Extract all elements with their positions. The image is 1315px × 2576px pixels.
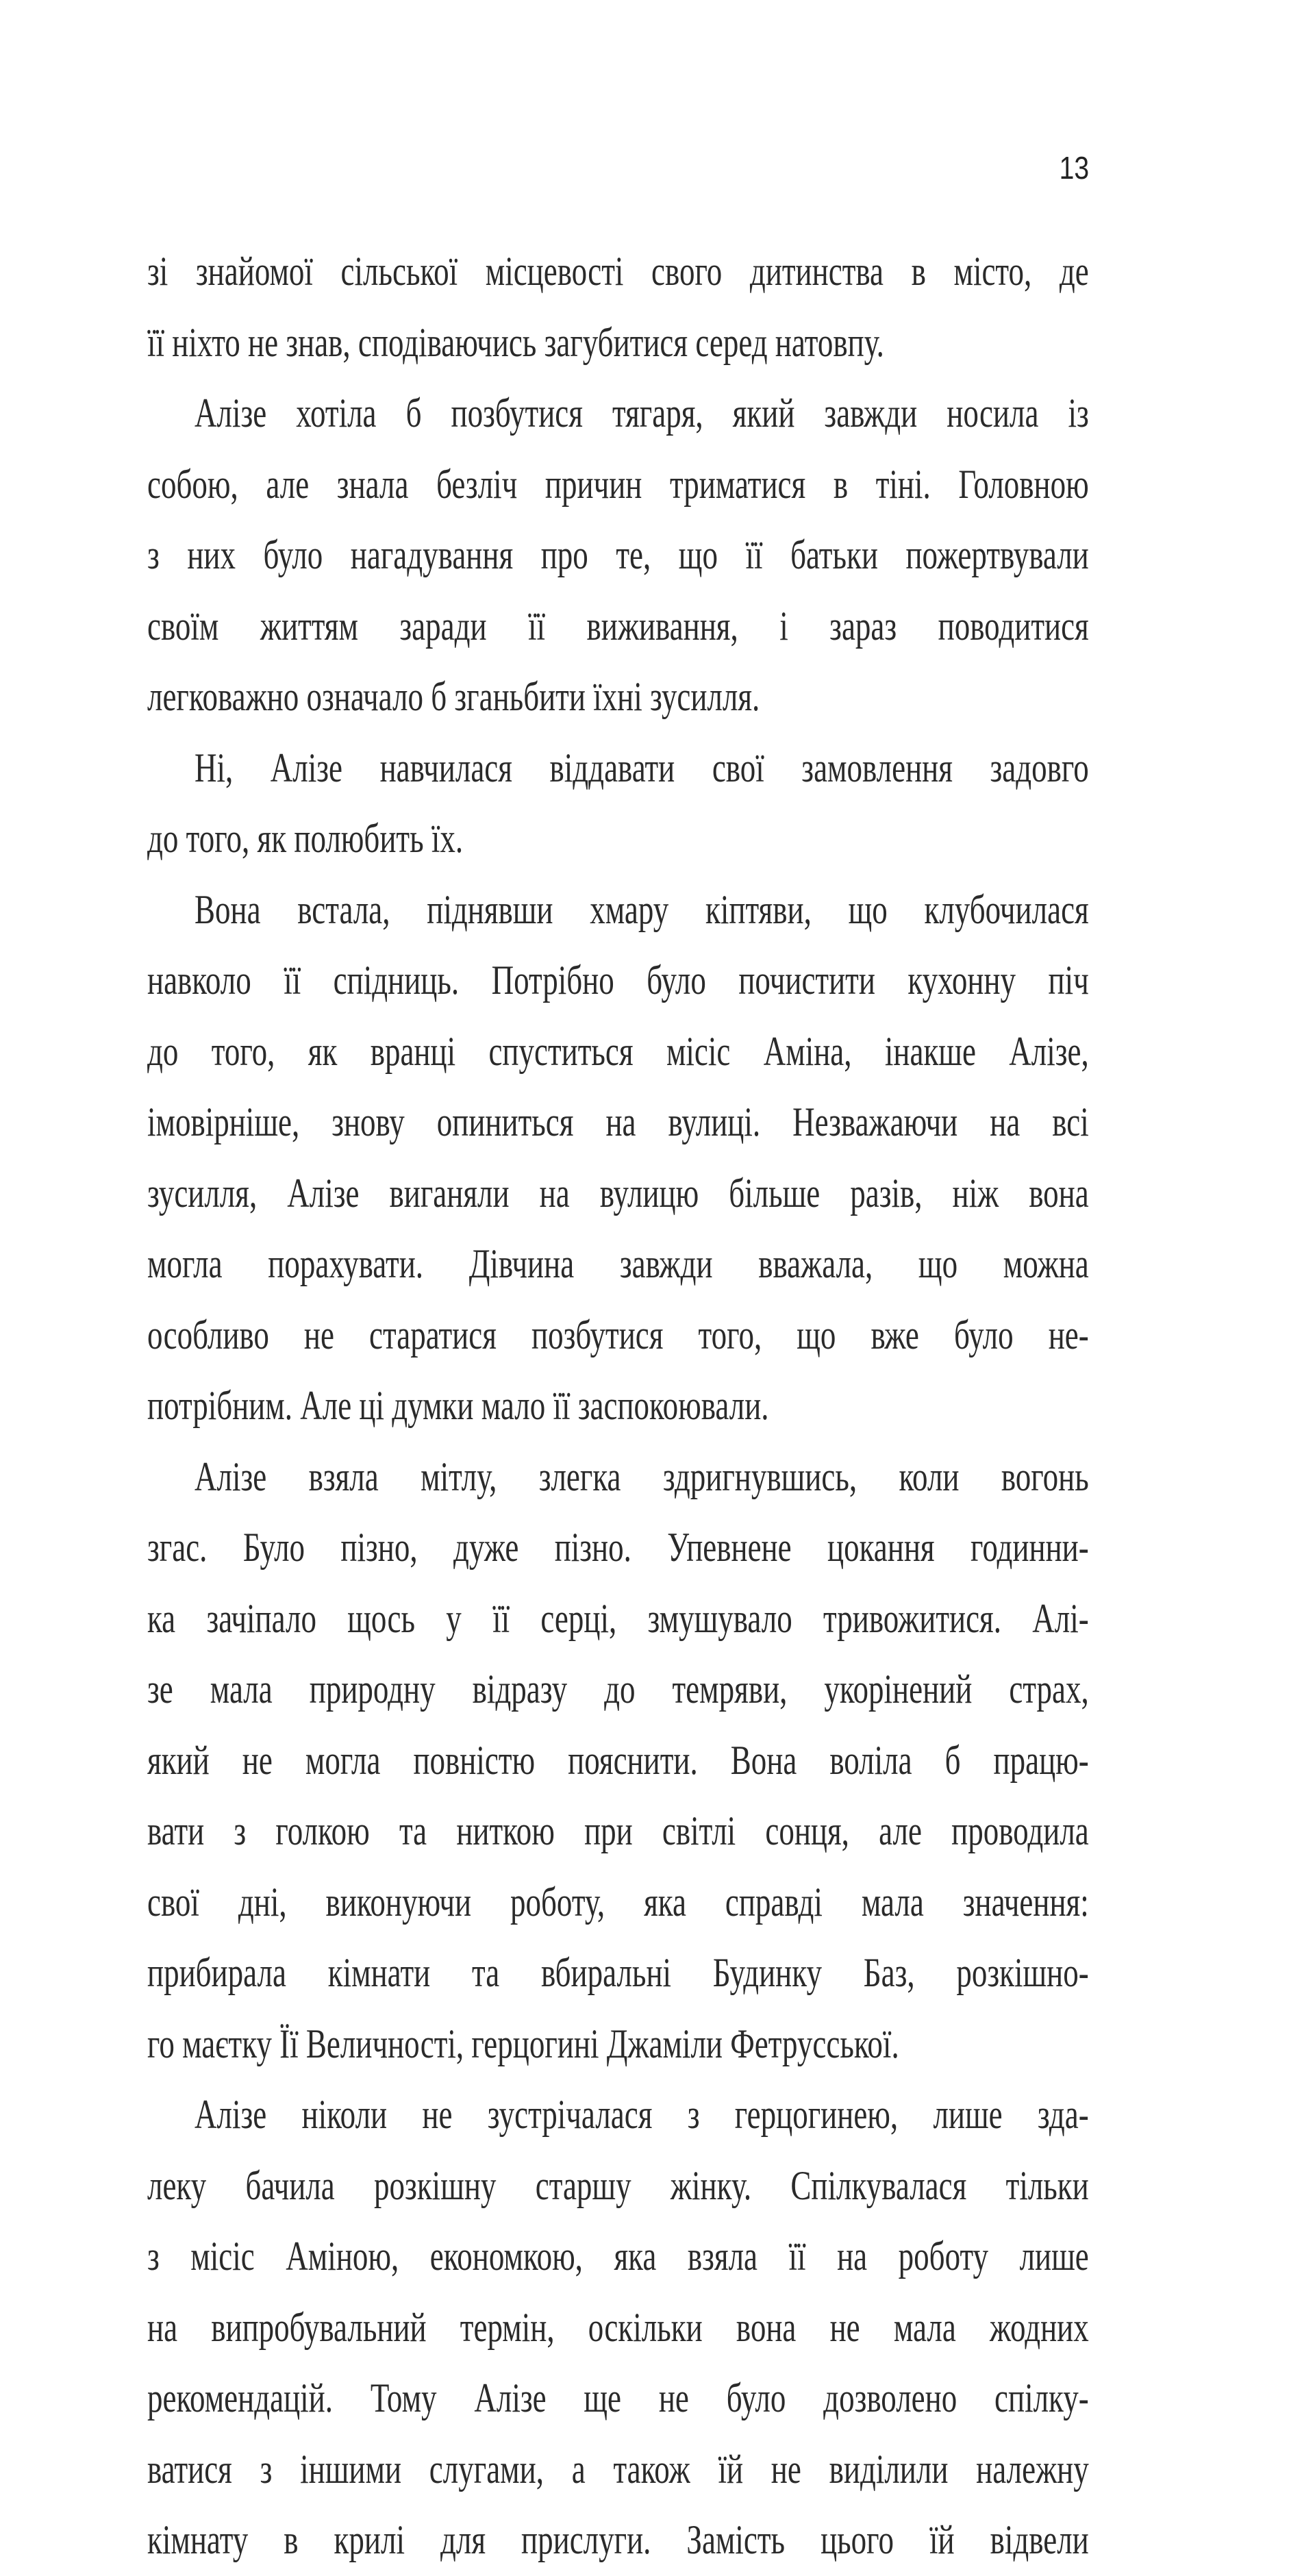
- text-line: Алізе ніколи не зустрічалася з герцогинею, лише зда-: [195, 2092, 1089, 2137]
- text-line: рекомендацій. Тому Алізе ще не було дозволено спілку-: [147, 2375, 1089, 2421]
- text-line: імовірніше, знову опиниться на вулиці. Незважаючи на всі: [147, 1099, 1089, 1145]
- text-line: навколо її спідниць. Потрібно було почистити кухонну піч: [147, 958, 1089, 1003]
- paragraph: [147, 378, 1089, 733]
- text-line: особливо не старатися позбутися того, що вже було не-: [147, 1312, 1089, 1358]
- text-line: зусилля, Алізе виганяли на вулицю більше разів, ніж вона: [147, 1170, 1089, 1216]
- text-line: її ніхто не знав, сподіваючись загубитися серед натовпу.: [147, 319, 884, 365]
- text-line: потрібним. Але ці думки мало її заспокоювали.: [147, 1383, 769, 1428]
- text-line: прибирала кімнати та вбиральні Будинку Баз, розкішно-: [147, 1950, 1089, 1995]
- page-number: 13: [1059, 150, 1089, 186]
- text-line: зі знайомої сільської місцевості свого дитинства в місто, де: [147, 249, 1089, 294]
- text-line: на випробувальний термін, оскільки вона не мала жодних: [147, 2304, 1089, 2350]
- text-line: го маєтку Її Величності, герцогині Джаміли Фетрусської.: [147, 2021, 899, 2066]
- text-line: Алізе хотіла б позбутися тягаря, який завжди носила із: [195, 390, 1089, 436]
- paragraph: [147, 733, 1089, 875]
- text-line: Ні, Алізе навчилася віддавати свої замовлення задовго: [195, 745, 1089, 790]
- paragraph: [147, 875, 1089, 1442]
- text-line: вати з голкою та ниткою при світлі сонця, але проводила: [147, 1808, 1089, 1853]
- text-line: собою, але знала безліч причин триматися в тіні. Головною: [147, 461, 1089, 507]
- text-line: зе мала природну відразу до темряви, укорінений страх,: [147, 1666, 1089, 1712]
- text-line: свої дні, виконуючи роботу, яка справді мала значення:: [147, 1879, 1089, 1925]
- text-line: могла порахувати. Дівчина завжди вважала, що можна: [147, 1241, 1089, 1286]
- text-line: ка зачіпало щось у її серці, змушувало тривожитися. Алі-: [147, 1595, 1089, 1641]
- paragraph: [147, 236, 1089, 378]
- text-line: кімнату в крилі для прислуги. Замість цього їй відвели: [147, 2517, 1089, 2562]
- text-line: Вона встала, піднявши хмару кіптяви, що клубочилася: [195, 886, 1089, 932]
- text-line: який не могла повністю пояснити. Вона воліла б працю-: [147, 1737, 1089, 1783]
- body-text: [147, 236, 1089, 2576]
- text-line: з них було нагадування про те, що її батьки пожертвували: [147, 532, 1089, 577]
- text-line: Алізе взяла мітлу, злегка здригнувшись, коли вогонь: [195, 1453, 1089, 1499]
- text-line: своїм життям заради її виживання, і зараз поводитися: [147, 603, 1089, 649]
- text-line: до того, як вранці спуститься місіс Аміна, інакше Алізе,: [147, 1028, 1089, 1074]
- paragraph: [147, 2079, 1089, 2576]
- text-line: з місіс Аміною, економкою, яка взяла її на роботу лише: [147, 2234, 1089, 2279]
- paragraph: [147, 1442, 1089, 2080]
- text-line: ватися з іншими слугами, а також їй не виділили належну: [147, 2446, 1089, 2492]
- text-line: до того, як полюбить їх.: [147, 816, 464, 861]
- text-line: легковажно означало б зганьбити їхні зусилля.: [147, 674, 760, 719]
- text-line: леку бачила розкішну старшу жінку. Спілкувалася тільки: [147, 2162, 1089, 2208]
- text-line: згас. Було пізно, дуже пізно. Упевнене цокання годинни-: [147, 1525, 1089, 1570]
